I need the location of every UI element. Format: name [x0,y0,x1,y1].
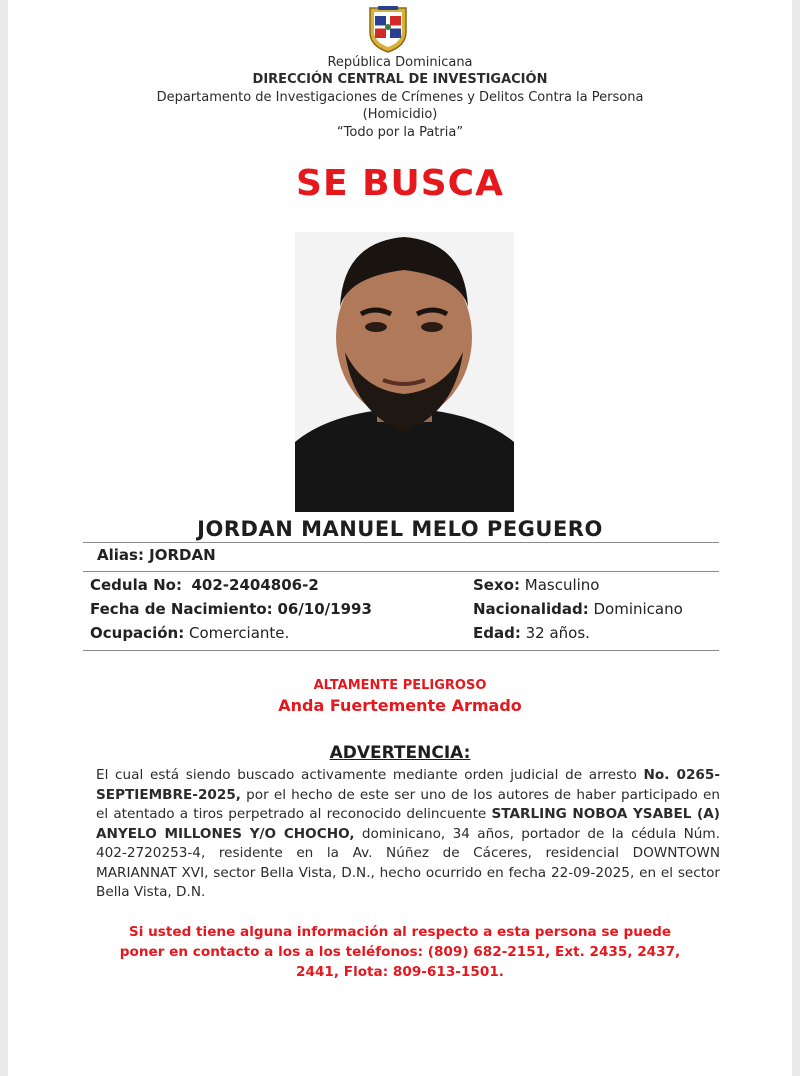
contact-line-1: Si usted tiene alguna información al respecto a esta persona se puede [128,924,672,940]
sex-row [473,576,599,594]
birth-label: Fecha de Nacimiento: [90,600,273,618]
page-title: SE BUSCA [296,163,504,204]
sex-value: Masculino [524,576,600,594]
header-country: República Dominicana [327,55,473,70]
warning-text-2: por el hecho de este ser uno de los autores de haber participado en el atentado a tiros perpetrado al reconocido delincuente [96,786,720,822]
cedula-value: 402-2404806-2 [191,576,319,594]
header-motto: “Todo por la Patria” [336,125,464,140]
header-agency: DIRECCIÓN CENTRAL DE INVESTIGACIÓN [252,72,548,87]
suspect-name: JORDAN MANUEL MELO PEGUERO [197,517,603,541]
warning-title: ADVERTENCIA: [329,743,471,763]
divider [83,571,719,572]
birth-row [90,600,372,618]
divider [83,650,719,651]
header-department: Departamento de Investigaciones de Crímenes y Delitos Contra la Persona [156,90,644,105]
sex-label: Sexo: [473,576,520,594]
nationality-label: Nacionalidad: [473,600,589,618]
birth-value: 06/10/1993 [277,600,372,618]
victim-name: STARLING NOBOA YSABEL (A) ANYELO MILLONES Y/O CHOCHO, [96,806,720,842]
police-emblem-icon [364,4,412,54]
warning-paragraph [96,766,720,903]
age-row [473,624,590,642]
header-unit: (Homicidio) [362,107,438,122]
occupation-row [90,624,289,642]
suspect-photo [295,232,514,512]
danger-level: ALTAMENTE PELIGROSO [313,678,487,693]
warrant-number: No. 0265-SEPTIEMBRE-2025, [96,767,720,803]
cedula-row [90,576,319,594]
contact-line-2: poner en contacto a los a los teléfonos: (809) 682-2151, Ext. 2435, 2437, [119,944,681,960]
age-label: Edad: [473,624,521,642]
nationality-value: Dominicano [593,600,683,618]
danger-armed: Anda Fuertemente Armado [278,696,522,715]
occupation-label: Ocupación: [90,624,185,642]
divider [83,542,719,543]
contact-block [0,922,800,982]
contact-line-3: 2441, Flota: 809-613-1501. [296,964,504,980]
nationality-row [473,600,683,618]
alias: Alias: JORDAN [97,546,216,564]
cedula-label: Cedula No: [90,576,182,594]
occupation-value: Comerciante. [188,624,290,642]
age-value: 32 años. [525,624,590,642]
warning-text-3: dominicano, 34 años, portador de la cédula Núm. 402-2720253-4, residente en la Av. Núñez de Cáceres, residencial DOWNTOWN MARIANNAT XVI, sector Bella Vista, D.N., hecho ocurrido en fecha 22-09-2025, en el sector Bella Vista, D.N. [96,825,720,900]
warning-text-1: El cual está siendo buscado activamente mediante orden judicial de arresto [96,767,637,783]
